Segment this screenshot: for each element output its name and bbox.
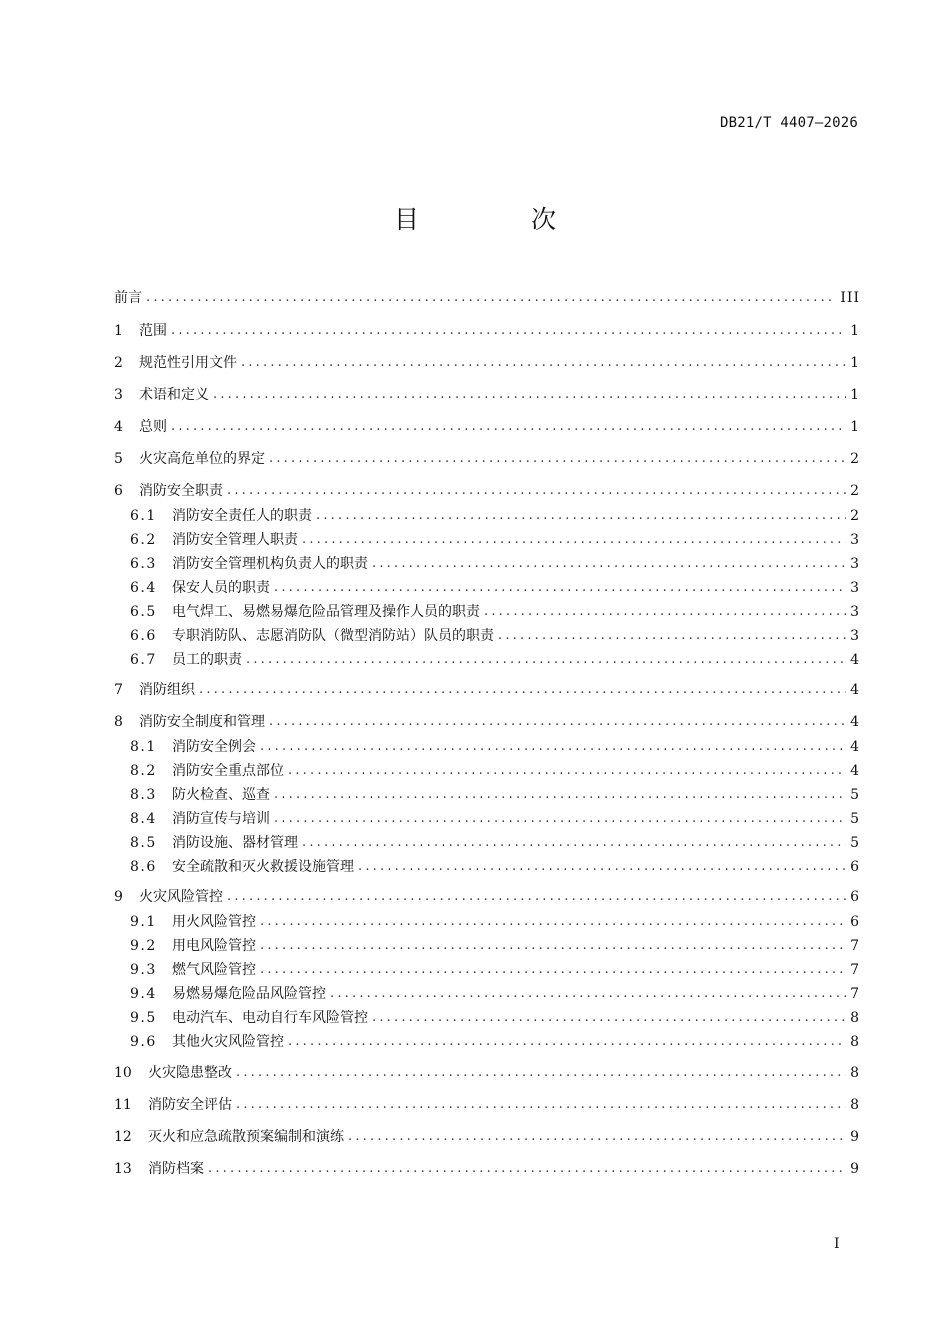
toc-entry-page: 7 — [850, 986, 860, 1002]
toc-entry-page: 8 — [850, 1097, 860, 1113]
toc-leader-dots — [227, 886, 846, 908]
toc-leader-dots — [358, 856, 846, 878]
toc-leader-dots — [330, 983, 846, 1005]
toc-leader-dots — [269, 711, 846, 733]
toc-entry-label: 规范性引用文件 — [139, 355, 237, 371]
toc-entry-label: 保安人员的职责 — [172, 580, 270, 596]
toc-leader-dots — [260, 736, 846, 758]
toc-entry-number: 6.6 — [130, 628, 157, 644]
toc-entry-number: 4 — [114, 419, 123, 435]
toc-entry-number: 9.4 — [130, 986, 157, 1002]
toc-entry-page: 2 — [850, 451, 860, 467]
toc-entry-page: 4 — [850, 714, 860, 730]
toc-entry-number: 9.5 — [130, 1010, 157, 1026]
toc-leader-dots — [372, 553, 846, 575]
toc-entry-page: 3 — [850, 532, 860, 548]
toc-entry-page: 4 — [850, 652, 860, 668]
toc-leader-dots — [171, 416, 846, 438]
toc-entry-page: 3 — [850, 580, 860, 596]
toc-leader-dots — [316, 505, 846, 527]
toc-entry-label: 消防组织 — [139, 682, 195, 698]
toc-entry[interactable] — [130, 577, 860, 599]
toc-entry-page: 2 — [850, 483, 860, 499]
toc-entry[interactable] — [114, 448, 860, 470]
toc-entry-number: 6.7 — [130, 652, 157, 668]
toc-entry[interactable] — [114, 1158, 860, 1180]
toc-entry-number: 9.1 — [130, 914, 157, 930]
toc-entry-page: 9 — [850, 1161, 860, 1177]
toc-leader-dots — [246, 649, 846, 671]
toc-entry-page: 1 — [850, 355, 860, 371]
toc-entry[interactable] — [130, 784, 860, 806]
toc-entry-page: 8 — [850, 1034, 860, 1050]
toc-entry-label: 易燃易爆危险品风险管控 — [172, 986, 326, 1002]
toc-entry-page: 5 — [850, 835, 860, 851]
toc-leader-dots — [274, 784, 846, 806]
toc-entry-number: 6.4 — [130, 580, 157, 596]
toc-entry-number: 2 — [114, 355, 123, 371]
toc-entry[interactable] — [114, 679, 860, 701]
toc-leader-dots — [213, 384, 846, 406]
toc-entry-number: 13 — [114, 1161, 132, 1177]
toc-entry[interactable] — [130, 553, 860, 575]
toc-entry[interactable] — [130, 760, 860, 782]
toc-entry-label: 用电风险管控 — [172, 938, 256, 954]
toc-entry[interactable] — [130, 505, 860, 527]
toc-entry-page: 5 — [850, 811, 860, 827]
toc-entry-page: 8 — [850, 1065, 860, 1081]
toc-entry-number: 9.6 — [130, 1034, 157, 1050]
toc-leader-dots — [260, 959, 846, 981]
toc-entry-label: 消防设施、器材管理 — [172, 835, 298, 851]
toc-entry[interactable] — [114, 886, 860, 908]
toc-entry-label: 消防安全重点部位 — [172, 763, 284, 779]
toc-entry-number: 8.2 — [130, 763, 157, 779]
document-code: DB21/T 4407—2026 — [719, 115, 858, 131]
toc-entry-number: 9.2 — [130, 938, 157, 954]
toc-leader-dots — [484, 601, 846, 623]
toc-leader-dots — [260, 911, 846, 933]
toc-leader-dots — [269, 448, 846, 470]
toc-entry-page: 3 — [850, 604, 860, 620]
toc-leader-dots — [274, 808, 846, 830]
toc-entry-label: 消防安全评估 — [148, 1097, 232, 1113]
toc-entry-label: 火灾高危单位的界定 — [139, 451, 265, 467]
toc-entry-label: 消防安全制度和管理 — [139, 714, 265, 730]
toc-entry-label: 消防安全责任人的职责 — [172, 508, 312, 524]
toc-entry-page: 2 — [850, 508, 860, 524]
toc-entry-page: 6 — [850, 914, 860, 930]
toc-entry-number: 10 — [114, 1065, 132, 1081]
toc-entry-label: 员工的职责 — [172, 652, 242, 668]
toc-entry[interactable] — [114, 1062, 860, 1084]
toc-entry-page: 6 — [850, 889, 860, 905]
toc-entry-number: 11 — [114, 1097, 132, 1113]
toc-entry-label: 防火检查、巡查 — [172, 787, 270, 803]
toc-entry-label: 专职消防队、志愿消防队（微型消防站）队员的职责 — [172, 628, 494, 644]
toc-entry[interactable] — [130, 856, 860, 878]
toc-entry-number: 9.3 — [130, 962, 157, 978]
toc-leader-dots — [171, 320, 846, 342]
toc-entry-label: 灭火和应急疏散预案编制和演练 — [148, 1129, 344, 1145]
toc-leader-dots — [372, 1007, 846, 1029]
toc-entry[interactable] — [130, 935, 860, 957]
toc-entry-label: 火灾隐患整改 — [148, 1065, 232, 1081]
toc-leader-dots — [208, 1158, 846, 1180]
toc-entry-number: 7 — [114, 682, 123, 698]
toc-entry-page: 4 — [850, 763, 860, 779]
toc-entry[interactable] — [130, 601, 860, 623]
toc-entry-page: 3 — [850, 628, 860, 644]
toc-entry-page: III — [840, 290, 860, 306]
toc-entry[interactable] — [130, 832, 860, 854]
toc-entry-page: 6 — [850, 859, 860, 875]
toc-entry-label: 消防安全例会 — [172, 739, 256, 755]
toc-entry-label: 总则 — [139, 419, 167, 435]
toc-entry-number: 5 — [114, 451, 123, 467]
toc-entry[interactable] — [114, 480, 860, 502]
toc-entry-number: 6 — [114, 483, 123, 499]
toc-entry-page: 5 — [850, 787, 860, 803]
toc-leader-dots — [288, 760, 846, 782]
toc-leader-dots — [348, 1126, 846, 1148]
toc-entry[interactable] — [114, 416, 860, 438]
toc-entry-label: 其他火灾风险管控 — [172, 1034, 284, 1050]
toc-leader-dots — [260, 935, 846, 957]
toc-entry[interactable] — [130, 625, 860, 647]
toc-leader-dots — [227, 480, 846, 502]
toc-leader-dots — [302, 832, 846, 854]
toc-leader-dots — [498, 625, 846, 647]
toc-entry-number: 6.5 — [130, 604, 157, 620]
toc-entry-label: 用火风险管控 — [172, 914, 256, 930]
toc-entry-label: 燃气风险管控 — [172, 962, 256, 978]
toc-entry[interactable] — [114, 711, 860, 733]
toc-entry-number: 1 — [114, 323, 123, 339]
toc-leader-dots — [288, 1031, 846, 1053]
toc-entry[interactable] — [130, 983, 860, 1005]
toc-entry-page: 9 — [850, 1129, 860, 1145]
toc-entry-label: 电动汽车、电动自行车风险管控 — [172, 1010, 368, 1026]
toc-entry-page: 8 — [850, 1010, 860, 1026]
toc-entry[interactable] — [114, 1094, 860, 1116]
toc-entry-label: 消防档案 — [148, 1161, 204, 1177]
toc-entry[interactable] — [130, 1031, 860, 1053]
toc-entry-page: 1 — [850, 419, 860, 435]
page-number: I — [834, 1236, 840, 1252]
toc-entry-page: 4 — [850, 739, 860, 755]
toc-entry[interactable] — [114, 287, 860, 309]
toc-leader-dots — [302, 529, 846, 551]
toc-entry-label: 电气焊工、易燃易爆危险品管理及操作人员的职责 — [172, 604, 480, 620]
toc-leader-dots — [146, 287, 836, 309]
toc-entry-page: 1 — [850, 323, 860, 339]
toc-entry-number: 3 — [114, 387, 123, 403]
toc-entry-number: 6.2 — [130, 532, 157, 548]
toc-entry-page: 7 — [850, 938, 860, 954]
toc-entry-label: 范围 — [139, 323, 167, 339]
toc-entry-page: 4 — [850, 682, 860, 698]
toc-entry-number: 8 — [114, 714, 123, 730]
toc-entry[interactable] — [130, 529, 860, 551]
toc-entry-number: 8.3 — [130, 787, 157, 803]
toc-entry-number: 8.1 — [130, 739, 157, 755]
toc-entry[interactable] — [130, 959, 860, 981]
toc-entry-page: 1 — [850, 387, 860, 403]
toc-leader-dots — [236, 1094, 846, 1116]
toc-entry[interactable] — [114, 384, 860, 406]
page-title: 目 次 — [394, 205, 608, 234]
toc-leader-dots — [274, 577, 846, 599]
toc-entry-label: 术语和定义 — [139, 387, 209, 403]
toc-entry[interactable] — [130, 736, 860, 758]
toc-leader-dots — [236, 1062, 846, 1084]
toc-entry-page: 3 — [850, 556, 860, 572]
toc-entry[interactable] — [130, 649, 860, 671]
toc-entry[interactable] — [130, 911, 860, 933]
toc-entry-label: 消防宣传与培训 — [172, 811, 270, 827]
toc-entry-number: 6.1 — [130, 508, 157, 524]
toc-entry-label: 消防安全管理人职责 — [172, 532, 298, 548]
toc-entry[interactable] — [114, 352, 860, 374]
toc-entry-label: 消防安全职责 — [139, 483, 223, 499]
toc-entry-number: 12 — [114, 1129, 132, 1145]
toc-entry-page: 7 — [850, 962, 860, 978]
toc-entry-label: 消防安全管理机构负责人的职责 — [172, 556, 368, 572]
toc-entry-label: 前言 — [114, 290, 142, 306]
toc-entry-label: 火灾风险管控 — [139, 889, 223, 905]
toc-entry-number: 8.6 — [130, 859, 157, 875]
toc-entry-number: 8.4 — [130, 811, 157, 827]
toc-entry[interactable] — [114, 1126, 860, 1148]
toc-leader-dots — [241, 352, 846, 374]
toc-entry[interactable] — [130, 808, 860, 830]
toc-entry-number: 8.5 — [130, 835, 157, 851]
toc-entry-number: 6.3 — [130, 556, 157, 572]
toc-leader-dots — [199, 679, 846, 701]
toc-entry[interactable] — [130, 1007, 860, 1029]
toc-entry-number: 9 — [114, 889, 123, 905]
toc-entry-label: 安全疏散和灭火救援设施管理 — [172, 859, 354, 875]
toc-entry[interactable] — [114, 320, 860, 342]
